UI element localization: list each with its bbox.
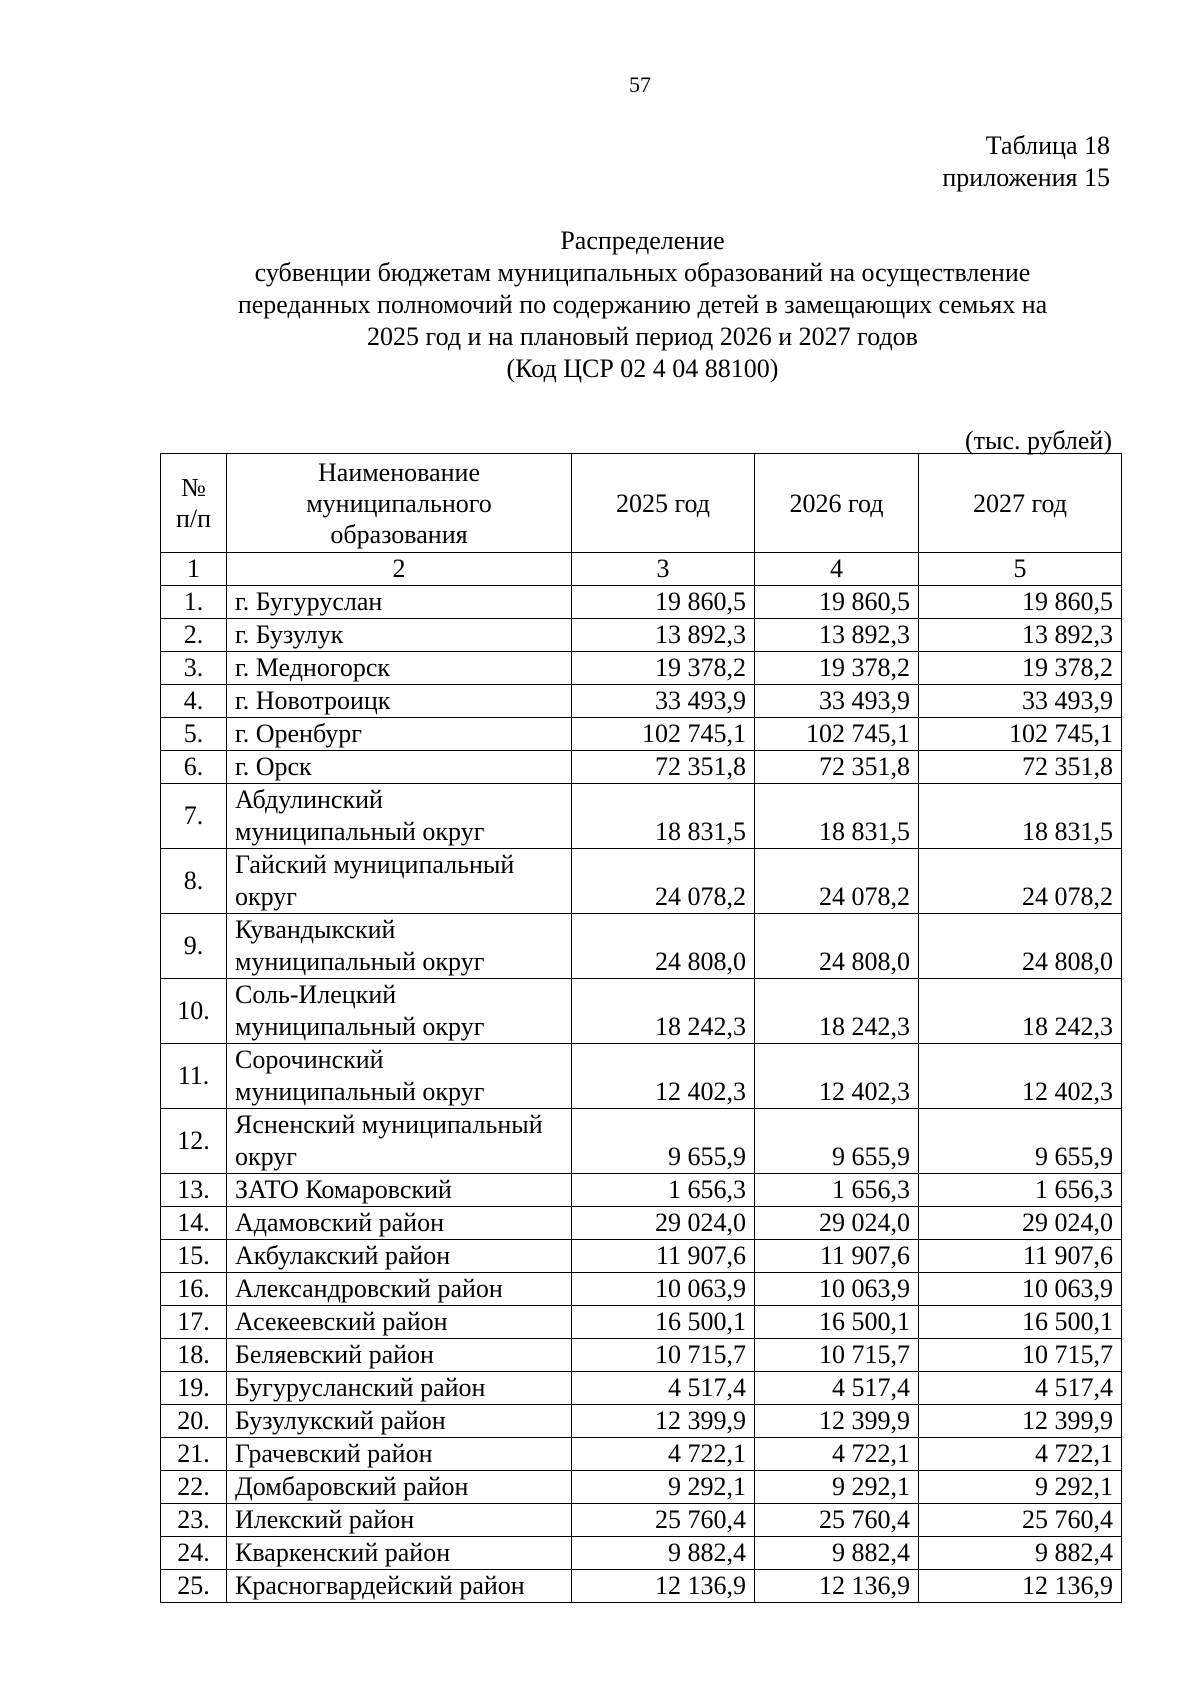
value-2027: 72 351,8 — [919, 751, 1122, 784]
value-2027: 13 892,3 — [919, 619, 1122, 652]
table-row — [161, 1570, 1122, 1603]
value-2026: 12 399,9 — [755, 1405, 919, 1438]
value-2025: 9 882,4 — [572, 1537, 755, 1570]
value-2025: 16 500,1 — [572, 1306, 755, 1339]
municipality-name: г. Бузулук — [227, 619, 572, 652]
value-2027: 102 745,1 — [919, 718, 1122, 751]
table-row — [161, 619, 1122, 652]
row-number: 1. — [161, 586, 227, 619]
municipality-name: Адамовский район — [227, 1207, 572, 1240]
value-2025: 24 078,2 — [572, 849, 755, 914]
value-2026: 18 831,5 — [755, 784, 919, 849]
value-2027: 25 760,4 — [919, 1504, 1122, 1537]
value-2027: 9 655,9 — [919, 1109, 1122, 1174]
value-2026: 72 351,8 — [755, 751, 919, 784]
distribution-table — [160, 453, 1122, 1603]
header-2027: 2027 год — [919, 454, 1122, 553]
page-number: 57 — [629, 72, 651, 97]
row-number: 7. — [161, 784, 227, 849]
municipality-name: г. Медногорск — [227, 652, 572, 685]
value-2025: 33 493,9 — [572, 685, 755, 718]
table-row — [161, 784, 1122, 849]
value-2025: 72 351,8 — [572, 751, 755, 784]
value-2027: 12 399,9 — [919, 1405, 1122, 1438]
municipality-name: Бузулукский район — [227, 1405, 572, 1438]
municipality-name: г. Бугуруслан — [227, 586, 572, 619]
table-row — [161, 1273, 1122, 1306]
municipality-name: Сорочинский муниципальный округ — [227, 1044, 572, 1109]
table-row — [161, 1174, 1122, 1207]
row-number: 16. — [161, 1273, 227, 1306]
value-2025: 4 517,4 — [572, 1372, 755, 1405]
column-number: 3 — [572, 553, 755, 586]
header-num: № п/п — [161, 454, 227, 553]
value-2027: 9 292,1 — [919, 1471, 1122, 1504]
row-number: 8. — [161, 849, 227, 914]
heading-line3: переданных полномочий по содержанию детей в замещающих семьях на — [237, 290, 1048, 319]
column-number: 2 — [227, 553, 572, 586]
table-row — [161, 1207, 1122, 1240]
value-2025: 102 745,1 — [572, 718, 755, 751]
value-2026: 16 500,1 — [755, 1306, 919, 1339]
row-number: 18. — [161, 1339, 227, 1372]
value-2025: 11 907,6 — [572, 1240, 755, 1273]
value-2026: 24 808,0 — [755, 914, 919, 979]
municipality-name: Грачевский район — [227, 1438, 572, 1471]
header-2026: 2026 год — [755, 454, 919, 553]
header-2025: 2025 год — [572, 454, 755, 553]
value-2026: 12 136,9 — [755, 1570, 919, 1603]
table-reference-line1: Таблица 18 — [985, 131, 1110, 160]
value-2027: 18 831,5 — [919, 784, 1122, 849]
heading-line1: Распределение — [560, 226, 725, 255]
table-reference-line2: приложения 15 — [942, 163, 1110, 192]
table-body — [161, 586, 1122, 1603]
table-row — [161, 1471, 1122, 1504]
value-2025: 18 242,3 — [572, 979, 755, 1044]
value-2026: 18 242,3 — [755, 979, 919, 1044]
table-row — [161, 914, 1122, 979]
value-2026: 10 715,7 — [755, 1339, 919, 1372]
municipality-name: Гайский муниципальный округ — [227, 849, 572, 914]
column-number: 1 — [161, 553, 227, 586]
value-2025: 19 860,5 — [572, 586, 755, 619]
table-row — [161, 1537, 1122, 1570]
table-row — [161, 979, 1122, 1044]
value-2026: 9 292,1 — [755, 1471, 919, 1504]
value-2025: 10 715,7 — [572, 1339, 755, 1372]
row-number: 22. — [161, 1471, 227, 1504]
value-2027: 1 656,3 — [919, 1174, 1122, 1207]
value-2025: 12 402,3 — [572, 1044, 755, 1109]
units-label: (тыс. рублей) — [964, 426, 1112, 455]
value-2027: 4 722,1 — [919, 1438, 1122, 1471]
municipality-name: Асекеевский район — [227, 1306, 572, 1339]
value-2026: 13 892,3 — [755, 619, 919, 652]
value-2026: 19 860,5 — [755, 586, 919, 619]
column-number: 4 — [755, 553, 919, 586]
value-2027: 12 402,3 — [919, 1044, 1122, 1109]
value-2026: 25 760,4 — [755, 1504, 919, 1537]
municipality-name: Кваркенский район — [227, 1537, 572, 1570]
row-number: 23. — [161, 1504, 227, 1537]
value-2027: 11 907,6 — [919, 1240, 1122, 1273]
municipality-name: Беляевский район — [227, 1339, 572, 1372]
value-2027: 29 024,0 — [919, 1207, 1122, 1240]
value-2026: 4 722,1 — [755, 1438, 919, 1471]
row-number: 3. — [161, 652, 227, 685]
municipality-name: Абдулинский муниципальный округ — [227, 784, 572, 849]
row-number: 19. — [161, 1372, 227, 1405]
value-2027: 24 808,0 — [919, 914, 1122, 979]
value-2025: 29 024,0 — [572, 1207, 755, 1240]
table-row — [161, 1504, 1122, 1537]
table-row — [161, 1240, 1122, 1273]
value-2025: 24 808,0 — [572, 914, 755, 979]
document-heading — [150, 225, 1135, 385]
row-number: 5. — [161, 718, 227, 751]
value-2025: 13 892,3 — [572, 619, 755, 652]
value-2026: 4 517,4 — [755, 1372, 919, 1405]
table-row — [161, 751, 1122, 784]
value-2026: 29 024,0 — [755, 1207, 919, 1240]
table-reference — [942, 130, 1110, 194]
value-2025: 9 292,1 — [572, 1471, 755, 1504]
value-2026: 102 745,1 — [755, 718, 919, 751]
row-number: 6. — [161, 751, 227, 784]
row-number: 25. — [161, 1570, 227, 1603]
row-number: 20. — [161, 1405, 227, 1438]
municipality-name: Соль-Илецкий муниципальный округ — [227, 979, 572, 1044]
value-2025: 4 722,1 — [572, 1438, 755, 1471]
value-2026: 9 655,9 — [755, 1109, 919, 1174]
table-row — [161, 586, 1122, 619]
table-row — [161, 849, 1122, 914]
table-row — [161, 1339, 1122, 1372]
row-number: 10. — [161, 979, 227, 1044]
value-2027: 4 517,4 — [919, 1372, 1122, 1405]
value-2026: 11 907,6 — [755, 1240, 919, 1273]
row-number: 4. — [161, 685, 227, 718]
value-2026: 19 378,2 — [755, 652, 919, 685]
value-2026: 33 493,9 — [755, 685, 919, 718]
row-number: 17. — [161, 1306, 227, 1339]
value-2025: 12 399,9 — [572, 1405, 755, 1438]
value-2027: 24 078,2 — [919, 849, 1122, 914]
table-row — [161, 1044, 1122, 1109]
municipality-name: Красногвардейский район — [227, 1570, 572, 1603]
row-number: 15. — [161, 1240, 227, 1273]
municipality-name: Илекский район — [227, 1504, 572, 1537]
table-row — [161, 1438, 1122, 1471]
value-2027: 16 500,1 — [919, 1306, 1122, 1339]
value-2026: 24 078,2 — [755, 849, 919, 914]
value-2027: 18 242,3 — [919, 979, 1122, 1044]
municipality-name: Александровский район — [227, 1273, 572, 1306]
value-2026: 10 063,9 — [755, 1273, 919, 1306]
row-number: 21. — [161, 1438, 227, 1471]
table-row — [161, 1372, 1122, 1405]
value-2026: 9 882,4 — [755, 1537, 919, 1570]
value-2027: 10 715,7 — [919, 1339, 1122, 1372]
value-2027: 33 493,9 — [919, 685, 1122, 718]
value-2026: 12 402,3 — [755, 1044, 919, 1109]
value-2027: 19 378,2 — [919, 652, 1122, 685]
table-row — [161, 718, 1122, 751]
value-2027: 9 882,4 — [919, 1537, 1122, 1570]
row-number: 13. — [161, 1174, 227, 1207]
column-number-row — [161, 553, 1122, 586]
heading-line2: субвенции бюджетам муниципальных образований на осуществление — [254, 258, 1031, 287]
header-row — [161, 454, 1122, 553]
municipality-name: Домбаровский район — [227, 1471, 572, 1504]
table-row — [161, 1109, 1122, 1174]
table-row — [161, 685, 1122, 718]
header-name: Наименование муниципального образования — [227, 454, 572, 553]
row-number: 9. — [161, 914, 227, 979]
row-number: 14. — [161, 1207, 227, 1240]
municipality-name: ЗАТО Комаровский — [227, 1174, 572, 1207]
heading-line4: 2025 год и на плановый период 2026 и 2027 годов — [367, 322, 918, 351]
value-2025: 1 656,3 — [572, 1174, 755, 1207]
municipality-name: Ясненский муниципальный округ — [227, 1109, 572, 1174]
value-2025: 10 063,9 — [572, 1273, 755, 1306]
municipality-name: г. Оренбург — [227, 718, 572, 751]
value-2025: 25 760,4 — [572, 1504, 755, 1537]
value-2025: 19 378,2 — [572, 652, 755, 685]
row-number: 24. — [161, 1537, 227, 1570]
value-2026: 1 656,3 — [755, 1174, 919, 1207]
value-2025: 12 136,9 — [572, 1570, 755, 1603]
municipality-name: Кувандыкский муниципальный округ — [227, 914, 572, 979]
heading-line5: (Код ЦСР 02 4 04 88100) — [506, 354, 779, 383]
table-row — [161, 1306, 1122, 1339]
column-number: 5 — [919, 553, 1122, 586]
municipality-name: г. Новотроицк — [227, 685, 572, 718]
municipality-name: Бугурусланский район — [227, 1372, 572, 1405]
municipality-name: г. Орск — [227, 751, 572, 784]
row-number: 12. — [161, 1109, 227, 1174]
table-row — [161, 652, 1122, 685]
table-row — [161, 1405, 1122, 1438]
value-2025: 9 655,9 — [572, 1109, 755, 1174]
value-2025: 18 831,5 — [572, 784, 755, 849]
row-number: 2. — [161, 619, 227, 652]
municipality-name: Акбулакский район — [227, 1240, 572, 1273]
row-number: 11. — [161, 1044, 227, 1109]
value-2027: 12 136,9 — [919, 1570, 1122, 1603]
value-2027: 19 860,5 — [919, 586, 1122, 619]
value-2027: 10 063,9 — [919, 1273, 1122, 1306]
